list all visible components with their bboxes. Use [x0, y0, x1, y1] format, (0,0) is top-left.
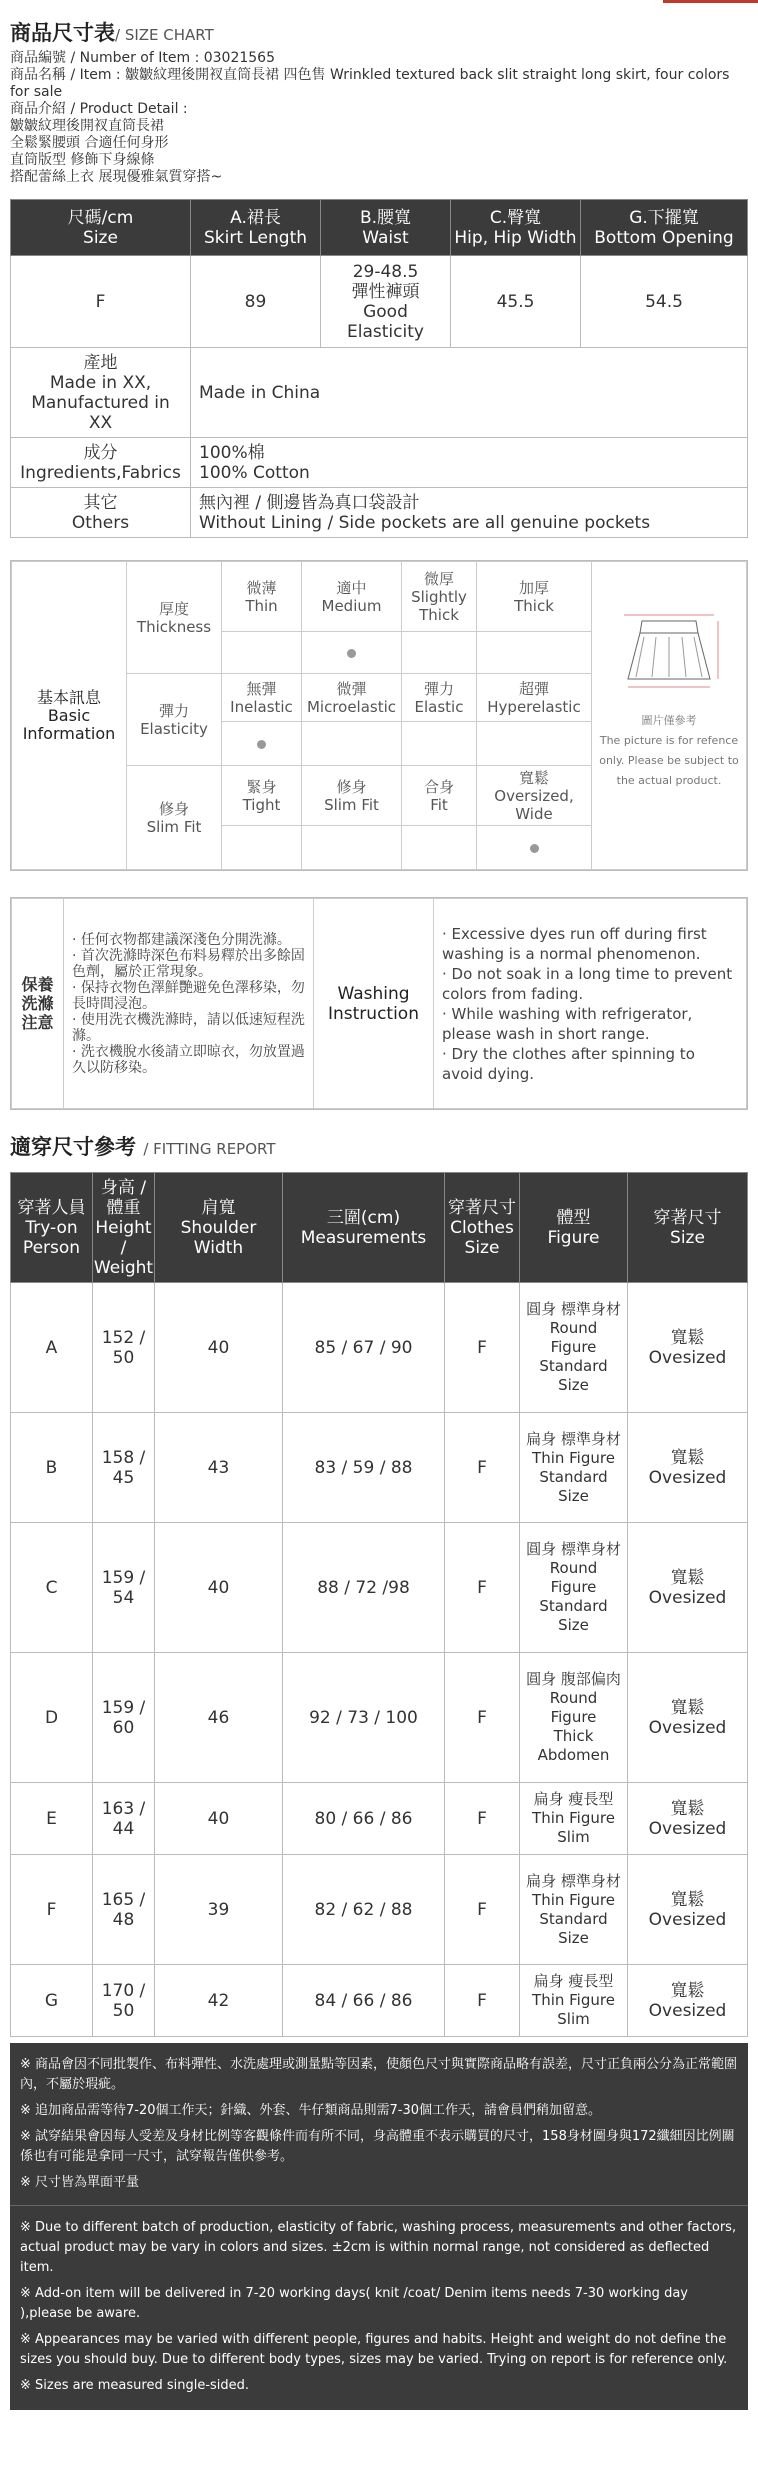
note-en: ※ Sizes are measured single-sided.: [20, 2378, 250, 2393]
fitting-cell: 43: [155, 1413, 283, 1523]
fitting-cell: F: [445, 1283, 520, 1413]
fitting-cell: 40: [155, 1283, 283, 1413]
washing-section: [10, 897, 748, 1110]
page-title: 商品尺寸表/ SIZE CHART: [10, 21, 214, 45]
table-row: [11, 1783, 748, 1855]
washing-zh-item: · 任何衣物都建議深淺色分開洗滌。: [72, 931, 291, 948]
elasticity-slot: [477, 722, 592, 766]
washing-en-list: [434, 899, 747, 1109]
top-accent-bar: [663, 0, 758, 3]
info-line: 全鬆緊腰頭 合適任何身形: [10, 135, 169, 151]
fitting-cell: F: [445, 1783, 520, 1855]
fitting-cell: F: [445, 1653, 520, 1783]
fit-option: 緊身 Tight: [222, 766, 302, 826]
fitting-cell: 扁身 標準身材 Thin Figure Standard Size: [520, 1413, 628, 1523]
info-line: 商品名稱 / Item : 皺皺紋理後開衩直筒長裙 四色售 Wrinkled textured back slit straight long skirt, four colors for sale: [10, 67, 730, 100]
washing-en-item: · Dry the clothes after spinning to avoid dying.: [442, 1044, 695, 1083]
fitting-header-cell: 三圍(cm) Measurements: [283, 1173, 445, 1283]
fit-option: 寬鬆 Oversized, Wide: [477, 766, 592, 826]
skirt-diagram-icon: [614, 607, 724, 707]
table-row: [11, 1965, 748, 2037]
fit-option: 修身 Slim Fit: [302, 766, 402, 826]
fitting-cell: 88 / 72 /98: [283, 1523, 445, 1653]
elasticity-label: 彈力 Elasticity: [127, 674, 222, 766]
fitting-cell: 158 / 45: [93, 1413, 155, 1523]
fitting-cell: 扁身 標準身材 Thin Figure Standard Size: [520, 1855, 628, 1965]
others-label: 其它 Others: [11, 488, 191, 538]
fitting-header-cell: 肩寬 Shoulder Width: [155, 1173, 283, 1283]
table-row: [11, 1413, 748, 1523]
fitting-cell: 85 / 67 / 90: [283, 1283, 445, 1413]
fitting-cell: 寬鬆 Ovesized: [628, 1965, 748, 2037]
thickness-slot: [402, 632, 477, 674]
notes-panel: [10, 2043, 748, 2410]
origin-value: Made in China: [191, 348, 748, 438]
selected-dot-icon: [347, 649, 356, 658]
washing-label-en: Washing Instruction: [314, 899, 434, 1109]
fitting-cell: C: [11, 1523, 93, 1653]
size-cell: 89: [191, 256, 321, 348]
fitting-cell: 寬鬆 Ovesized: [628, 1653, 748, 1783]
fitting-cell: B: [11, 1413, 93, 1523]
basic-info-label: 基本訊息 Basic Information: [12, 562, 127, 870]
thickness-label: 厚度 Thickness: [127, 562, 222, 674]
table-row: [11, 1523, 748, 1653]
info-line: 皺皺紋理後開衩直筒長裙: [10, 118, 164, 134]
fabric-label: 成分 Ingredients,Fabrics: [11, 438, 191, 488]
elasticity-slot: [402, 722, 477, 766]
info-line: 商品編號 / Number of Item : 03021565: [10, 50, 275, 66]
table-row: [11, 1855, 748, 1965]
fitting-cell: 42: [155, 1965, 283, 2037]
fitting-cell: 圓身 標準身材 Round Figure Standard Size: [520, 1523, 628, 1653]
elasticity-option: 微彈 Microelastic: [302, 674, 402, 722]
fitting-cell: 圓身 標準身材 Round Figure Standard Size: [520, 1283, 628, 1413]
fitting-cell: 80 / 66 / 86: [283, 1783, 445, 1855]
washing-zh-item: · 保持衣物色澤鮮艷避免色澤移染，勿長時間浸泡。: [72, 979, 305, 1012]
note-en: ※ Add-on item will be delivered in 7-20 working days( knit /coat/ Denim items needs 7-30 working day ),please be aware.: [20, 2286, 688, 2321]
fitting-cell: 92 / 73 / 100: [283, 1653, 445, 1783]
skirt-diagram-panel: [592, 562, 747, 870]
info-line: 直筒版型 修飾下身線條: [10, 152, 155, 168]
thickness-slot: [477, 632, 592, 674]
fitting-cell: 40: [155, 1783, 283, 1855]
fitting-cell: 159 / 60: [93, 1653, 155, 1783]
fitting-cell: 83 / 59 / 88: [283, 1413, 445, 1523]
elasticity-slot: [222, 722, 302, 766]
info-line: 商品介紹 / Product Detail :: [10, 101, 188, 117]
elasticity-option: 無彈 Inelastic: [222, 674, 302, 722]
fitting-header-cell: 穿著尺寸 Size: [628, 1173, 748, 1283]
thickness-slot: [222, 632, 302, 674]
fitting-cell: F: [445, 1965, 520, 2037]
fitting-cell: 扁身 瘦長型 Thin Figure Slim: [520, 1965, 628, 2037]
fitting-cell: 寬鬆 Ovesized: [628, 1855, 748, 1965]
fitting-cell: 扁身 瘦長型 Thin Figure Slim: [520, 1783, 628, 1855]
size-header: B.腰寬 Waist: [321, 200, 451, 256]
washing-zh-item: · 洗衣機脫水後請立即晾衣，勿放置過久以防移染。: [72, 1043, 305, 1076]
washing-en-item: · Do not soak in a long time to prevent colors from fading.: [442, 964, 733, 1003]
fitting-header: [0, 1110, 758, 1172]
fitting-header-cell: 身高 / 體重 Height / Weight: [93, 1173, 155, 1283]
product-info: [10, 50, 748, 186]
thickness-option: 微厚 Slightly Thick: [402, 562, 477, 632]
note-zh: ※ 商品會因不同批製作、布料彈性、水洗處理或測量點等因素，使顏色尺寸與實際商品略有誤差，尺寸正負兩公分為正常範圍內，不屬於瑕疵。: [20, 2057, 738, 2092]
fitting-cell: E: [11, 1783, 93, 1855]
elasticity-slot: [302, 722, 402, 766]
notes-divider: [10, 2205, 748, 2206]
thickness-option: 適中 Medium: [302, 562, 402, 632]
note-en: ※ Due to different batch of production, elasticity of fabric, washing process, measurements and other factors, actual product may be vary in colors and sizes. ±2cm is within normal range, not considered as deflected item.: [20, 2220, 737, 2275]
table-row: [11, 1283, 748, 1413]
thickness-slot: [302, 632, 402, 674]
fit-slot: [302, 826, 402, 870]
table-row: [11, 1653, 748, 1783]
fitting-cell: 40: [155, 1523, 283, 1653]
fitting-cell: 84 / 66 / 86: [283, 1965, 445, 2037]
fitting-header-cell: 穿著尺寸 Clothes Size: [445, 1173, 520, 1283]
fit-option: 合身 Fit: [402, 766, 477, 826]
picture-note: 圖片僅參考 The picture is for refence only. Please be subject to the actual product.: [599, 714, 739, 787]
fitting-cell: 寬鬆 Ovesized: [628, 1523, 748, 1653]
selected-dot-icon: [257, 740, 266, 749]
origin-label: 產地 Made in XX, Manufactured in XX: [11, 348, 191, 438]
size-header: C.臀寬 Hip, Hip Width: [451, 200, 581, 256]
fitting-cell: G: [11, 1965, 93, 2037]
fitting-cell: 寬鬆 Ovesized: [628, 1413, 748, 1523]
thickness-option: 加厚 Thick: [477, 562, 592, 632]
fit-slot: [402, 826, 477, 870]
fitting-cell: D: [11, 1653, 93, 1783]
washing-zh-item: · 首次洗滌時深色布料易釋於出多餘固色劑，屬於正常現象。: [72, 947, 305, 980]
fitting-header-cell: 穿著人員 Try-on Person: [11, 1173, 93, 1283]
fitting-cell: 圓身 腹部偏肉 Round Figure Thick Abdomen: [520, 1653, 628, 1783]
basic-info-section: [10, 560, 748, 871]
size-header: 尺碼/cm Size: [11, 200, 191, 256]
washing-zh-list: [64, 899, 314, 1109]
fitting-cell: A: [11, 1283, 93, 1413]
fitting-cell: 39: [155, 1855, 283, 1965]
washing-en-item: · Excessive dyes run off during first washing is a normal phenomenon.: [442, 924, 707, 963]
fitting-cell: 82 / 62 / 88: [283, 1855, 445, 1965]
thickness-option: 微薄 Thin: [222, 562, 302, 632]
size-cell: 45.5: [451, 256, 581, 348]
size-header: A.裙長 Skirt Length: [191, 200, 321, 256]
fitting-cell: 寬鬆 Ovesized: [628, 1283, 748, 1413]
fitting-cell: 152 / 50: [93, 1283, 155, 1413]
fit-slot: [222, 826, 302, 870]
fitting-cell: F: [445, 1523, 520, 1653]
fitting-cell: 163 / 44: [93, 1783, 155, 1855]
size-cell: 54.5: [581, 256, 748, 348]
fitting-table: [10, 1172, 748, 2037]
fitting-cell: F: [445, 1413, 520, 1523]
washing-zh-item: · 使用洗衣機洗滌時，請以低速短程洗滌。: [72, 1011, 305, 1044]
fitting-cell: 159 / 54: [93, 1523, 155, 1653]
note-en: ※ Appearances may be varied with different people, figures and habits. Height and weight do not define the sizes you should buy. Due to different body types, sizes may be varied. Trying on report is for reference only.: [20, 2332, 728, 2367]
fit-label: 修身 Slim Fit: [127, 766, 222, 870]
selected-dot-icon: [530, 844, 539, 853]
fitting-header-cell: 體型 Figure: [520, 1173, 628, 1283]
chart-header: [0, 0, 758, 186]
size-cell: 29-48.5 彈性褲頭 Good Elasticity: [321, 256, 451, 348]
note-zh: ※ 試穿結果會因每人受差及身材比例等客觀條件而有所不同，身高體重不表示購買的尺寸，158身材圖身與172纖細因比例關係也有可能是拿同一尺寸，試穿報告僅供參考。: [20, 2129, 735, 2164]
fitting-title: 適穿尺寸參考 / FITTING REPORT: [10, 1135, 276, 1159]
size-table: [10, 199, 748, 538]
others-value: 無內裡 / 側邊皆為真口袋設計 Without Lining / Side pockets are all genuine pockets: [191, 488, 748, 538]
fitting-cell: F: [11, 1855, 93, 1965]
note-zh: ※ 追加商品需等待7-20個工作天；針織、外套、牛仔類商品則需7-30個工作天，請會員們稍加留意。: [20, 2103, 602, 2118]
elasticity-option: 彈力 Elastic: [402, 674, 477, 722]
fitting-cell: 寬鬆 Ovesized: [628, 1783, 748, 1855]
size-header: G.下擺寬 Bottom Opening: [581, 200, 748, 256]
washing-en-item: · While washing with refrigerator, please wash in short range.: [442, 1004, 693, 1043]
elasticity-option: 超彈 Hyperelastic: [477, 674, 592, 722]
fitting-cell: F: [445, 1855, 520, 1965]
note-zh: ※ 尺寸皆為單面平量: [20, 2175, 140, 2190]
fit-slot: [477, 826, 592, 870]
washing-label-zh: 保養 洗滌 注意: [12, 899, 64, 1109]
size-cell: F: [11, 256, 191, 348]
fitting-cell: 170 / 50: [93, 1965, 155, 2037]
fitting-cell: 165 / 48: [93, 1855, 155, 1965]
fabric-value: 100%棉 100% Cotton: [191, 438, 748, 488]
info-line: 搭配蕾絲上衣 展現優雅氣質穿搭~: [10, 169, 223, 185]
fitting-cell: 46: [155, 1653, 283, 1783]
